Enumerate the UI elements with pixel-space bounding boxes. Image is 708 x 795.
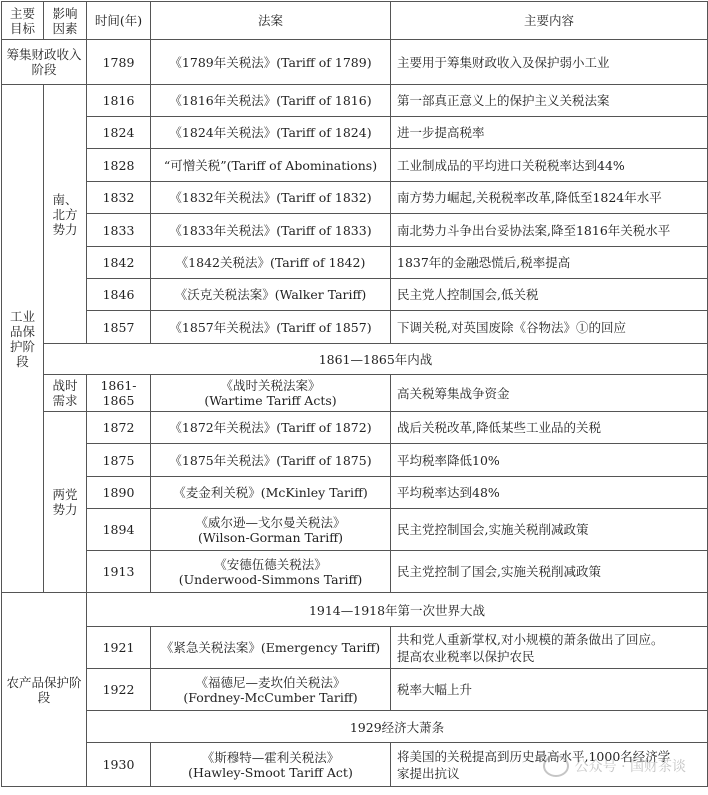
goal-fiscal: 筹集财政收入阶段 (2, 40, 87, 85)
law-cell (151, 669, 391, 711)
year-cell: 1930 (87, 743, 151, 787)
content-cell: 下调关税,对英国废除《谷物法》①的回应 (391, 311, 708, 344)
table-row (2, 551, 708, 593)
year-cell: 1921 (87, 627, 151, 669)
content-cell: 南方势力崛起,关税税率改革,降低至1824年水平 (391, 182, 708, 214)
watermark-text: 公众号 · 国财茶谈 (574, 759, 686, 775)
table-row (2, 182, 708, 214)
civil-war-row (2, 344, 708, 375)
law-line: (Hawley-Smoot Tariff Act) (188, 764, 353, 780)
year-cell: 1861-1865 (87, 375, 151, 412)
year-cell: 1833 (87, 214, 151, 247)
content-cell: 1837年的金融恐慌后,税率提高 (391, 247, 708, 279)
tariff-history-table (1, 1, 708, 787)
year-cell: 1894 (87, 509, 151, 551)
goal-industrial: 工业品保护阶段 (2, 85, 44, 593)
table-row (2, 412, 708, 444)
law-cell: 《1789年关税法》(Tariff of 1789) (151, 40, 391, 85)
year-cell: 1816 (87, 85, 151, 117)
law-line: 《福德尼—麦坎伯关税法》 (195, 674, 346, 690)
year-cell: 1922 (87, 669, 151, 711)
year-cell: 1890 (87, 477, 151, 509)
year-cell: 1875 (87, 444, 151, 477)
law-cell: 《沃克关税法案》(Walker Tariff) (151, 279, 391, 311)
table-row (2, 669, 708, 711)
ww1-label: 1914—1918年第一次世界大战 (87, 593, 708, 627)
table-row (2, 311, 708, 344)
civil-war-label: 1861—1865年内战 (44, 344, 708, 375)
content-cell: 高关税筹集战争资金 (391, 375, 708, 412)
content-cell: 民主党控制国会,实施关税削减政策 (391, 509, 708, 551)
table-row (2, 247, 708, 279)
table-row (2, 214, 708, 247)
content-cell: 平均税率达到48% (391, 477, 708, 509)
wechat-icon (543, 755, 569, 777)
watermark (543, 755, 686, 777)
content-cell: 民主党控制了国会,实施关税削减政策 (391, 551, 708, 593)
table-row (2, 85, 708, 117)
law-cell: 《1832年关税法》(Tariff of 1832) (151, 182, 391, 214)
law-line: (Underwood-Simmons Tariff) (178, 571, 363, 587)
depression-row (2, 711, 708, 743)
content-cell (391, 627, 708, 669)
table-row (2, 149, 708, 182)
table-row (2, 477, 708, 509)
law-line: (Wilson-Gorman Tariff) (197, 529, 344, 545)
year-cell: 1913 (87, 551, 151, 593)
table-row (2, 509, 708, 551)
content-cell: 第一部真正意义上的保护主义关税法案 (391, 85, 708, 117)
law-cell: 《1833年关税法》(Tariff of 1833) (151, 214, 391, 247)
factor-two-parties: 两党势力 (44, 412, 87, 593)
content-cell: 税率大幅上升 (391, 669, 708, 711)
table-row (2, 444, 708, 477)
factor-north-south: 南、北方势力 (44, 85, 87, 344)
year-cell: 1842 (87, 247, 151, 279)
content-line: 家提出抗议 (397, 765, 460, 781)
law-cell (151, 743, 391, 787)
header-content: 主要内容 (391, 2, 708, 40)
header-goal: 主要目标 (2, 2, 44, 40)
law-line: (Fordney-McCumber Tariff) (183, 689, 358, 705)
law-cell (151, 509, 391, 551)
law-line: 《安德伍德关税法》 (214, 556, 327, 572)
table-row (2, 117, 708, 149)
law-cell: “可憎关税”(Tariff of Abominations) (151, 149, 391, 182)
year-cell: 1828 (87, 149, 151, 182)
table-row (2, 627, 708, 669)
goal-agricultural: 农产品保护阶段 (2, 593, 87, 787)
content-line: 提高农业税率以保护农民 (397, 648, 535, 664)
year-cell: 1872 (87, 412, 151, 444)
law-cell: 《紧急关税法案》(Emergency Tariff) (151, 627, 391, 669)
year-cell: 1824 (87, 117, 151, 149)
law-cell (151, 551, 391, 593)
content-line: 共和党人重新掌权,对小规模的萧条做出了回应。 (397, 631, 664, 647)
law-cell: 《1824年关税法》(Tariff of 1824) (151, 117, 391, 149)
header-factor: 影响因素 (44, 2, 87, 40)
content-cell: 南北势力斗争出台妥协法案,降至1816年关税水平 (391, 214, 708, 247)
table-row (2, 375, 708, 412)
content-cell: 进一步提高税率 (391, 117, 708, 149)
content-cell: 战后关税改革,降低某些工业品的关税 (391, 412, 708, 444)
year-cell: 1857 (87, 311, 151, 344)
table-row (2, 279, 708, 311)
law-cell: 《1842关税法》(Tariff of 1842) (151, 247, 391, 279)
header-row (2, 2, 708, 40)
law-cell: 《1875年关税法》(Tariff of 1875) (151, 444, 391, 477)
law-cell: 《1872年关税法》(Tariff of 1872) (151, 412, 391, 444)
header-time: 时间(年) (87, 2, 151, 40)
law-cell (151, 375, 391, 412)
header-law: 法案 (151, 2, 391, 40)
law-cell: 《1816年关税法》(Tariff of 1816) (151, 85, 391, 117)
law-line: 《战时关税法案》 (220, 378, 321, 393)
year-cell: 1846 (87, 279, 151, 311)
factor-wartime: 战时需求 (44, 375, 87, 412)
law-line: 《威尔逊—戈尔曼关税法》 (195, 514, 346, 530)
content-cell: 平均税率降低10% (391, 444, 708, 477)
content-cell: 主要用于筹集财政收入及保护弱小工业 (391, 40, 708, 85)
year-cell: 1789 (87, 40, 151, 85)
law-line: (Wartime Tariff Acts) (204, 393, 337, 408)
content-line: 将美国的关税提高到历史最高水平,1000名经济学 (397, 748, 671, 764)
content-cell: 工业制成品的平均进口关税税率达到44% (391, 149, 708, 182)
depression-label: 1929经济大萧条 (87, 711, 708, 743)
table-row (2, 40, 708, 85)
law-cell: 《1857年关税法》(Tariff of 1857) (151, 311, 391, 344)
ww1-row (2, 593, 708, 627)
law-cell: 《麦金利关税》(McKinley Tariff) (151, 477, 391, 509)
content-cell: 民主党人控制国会,低关税 (391, 279, 708, 311)
law-line: 《斯穆特—霍利关税法》 (201, 749, 340, 765)
year-cell: 1832 (87, 182, 151, 214)
